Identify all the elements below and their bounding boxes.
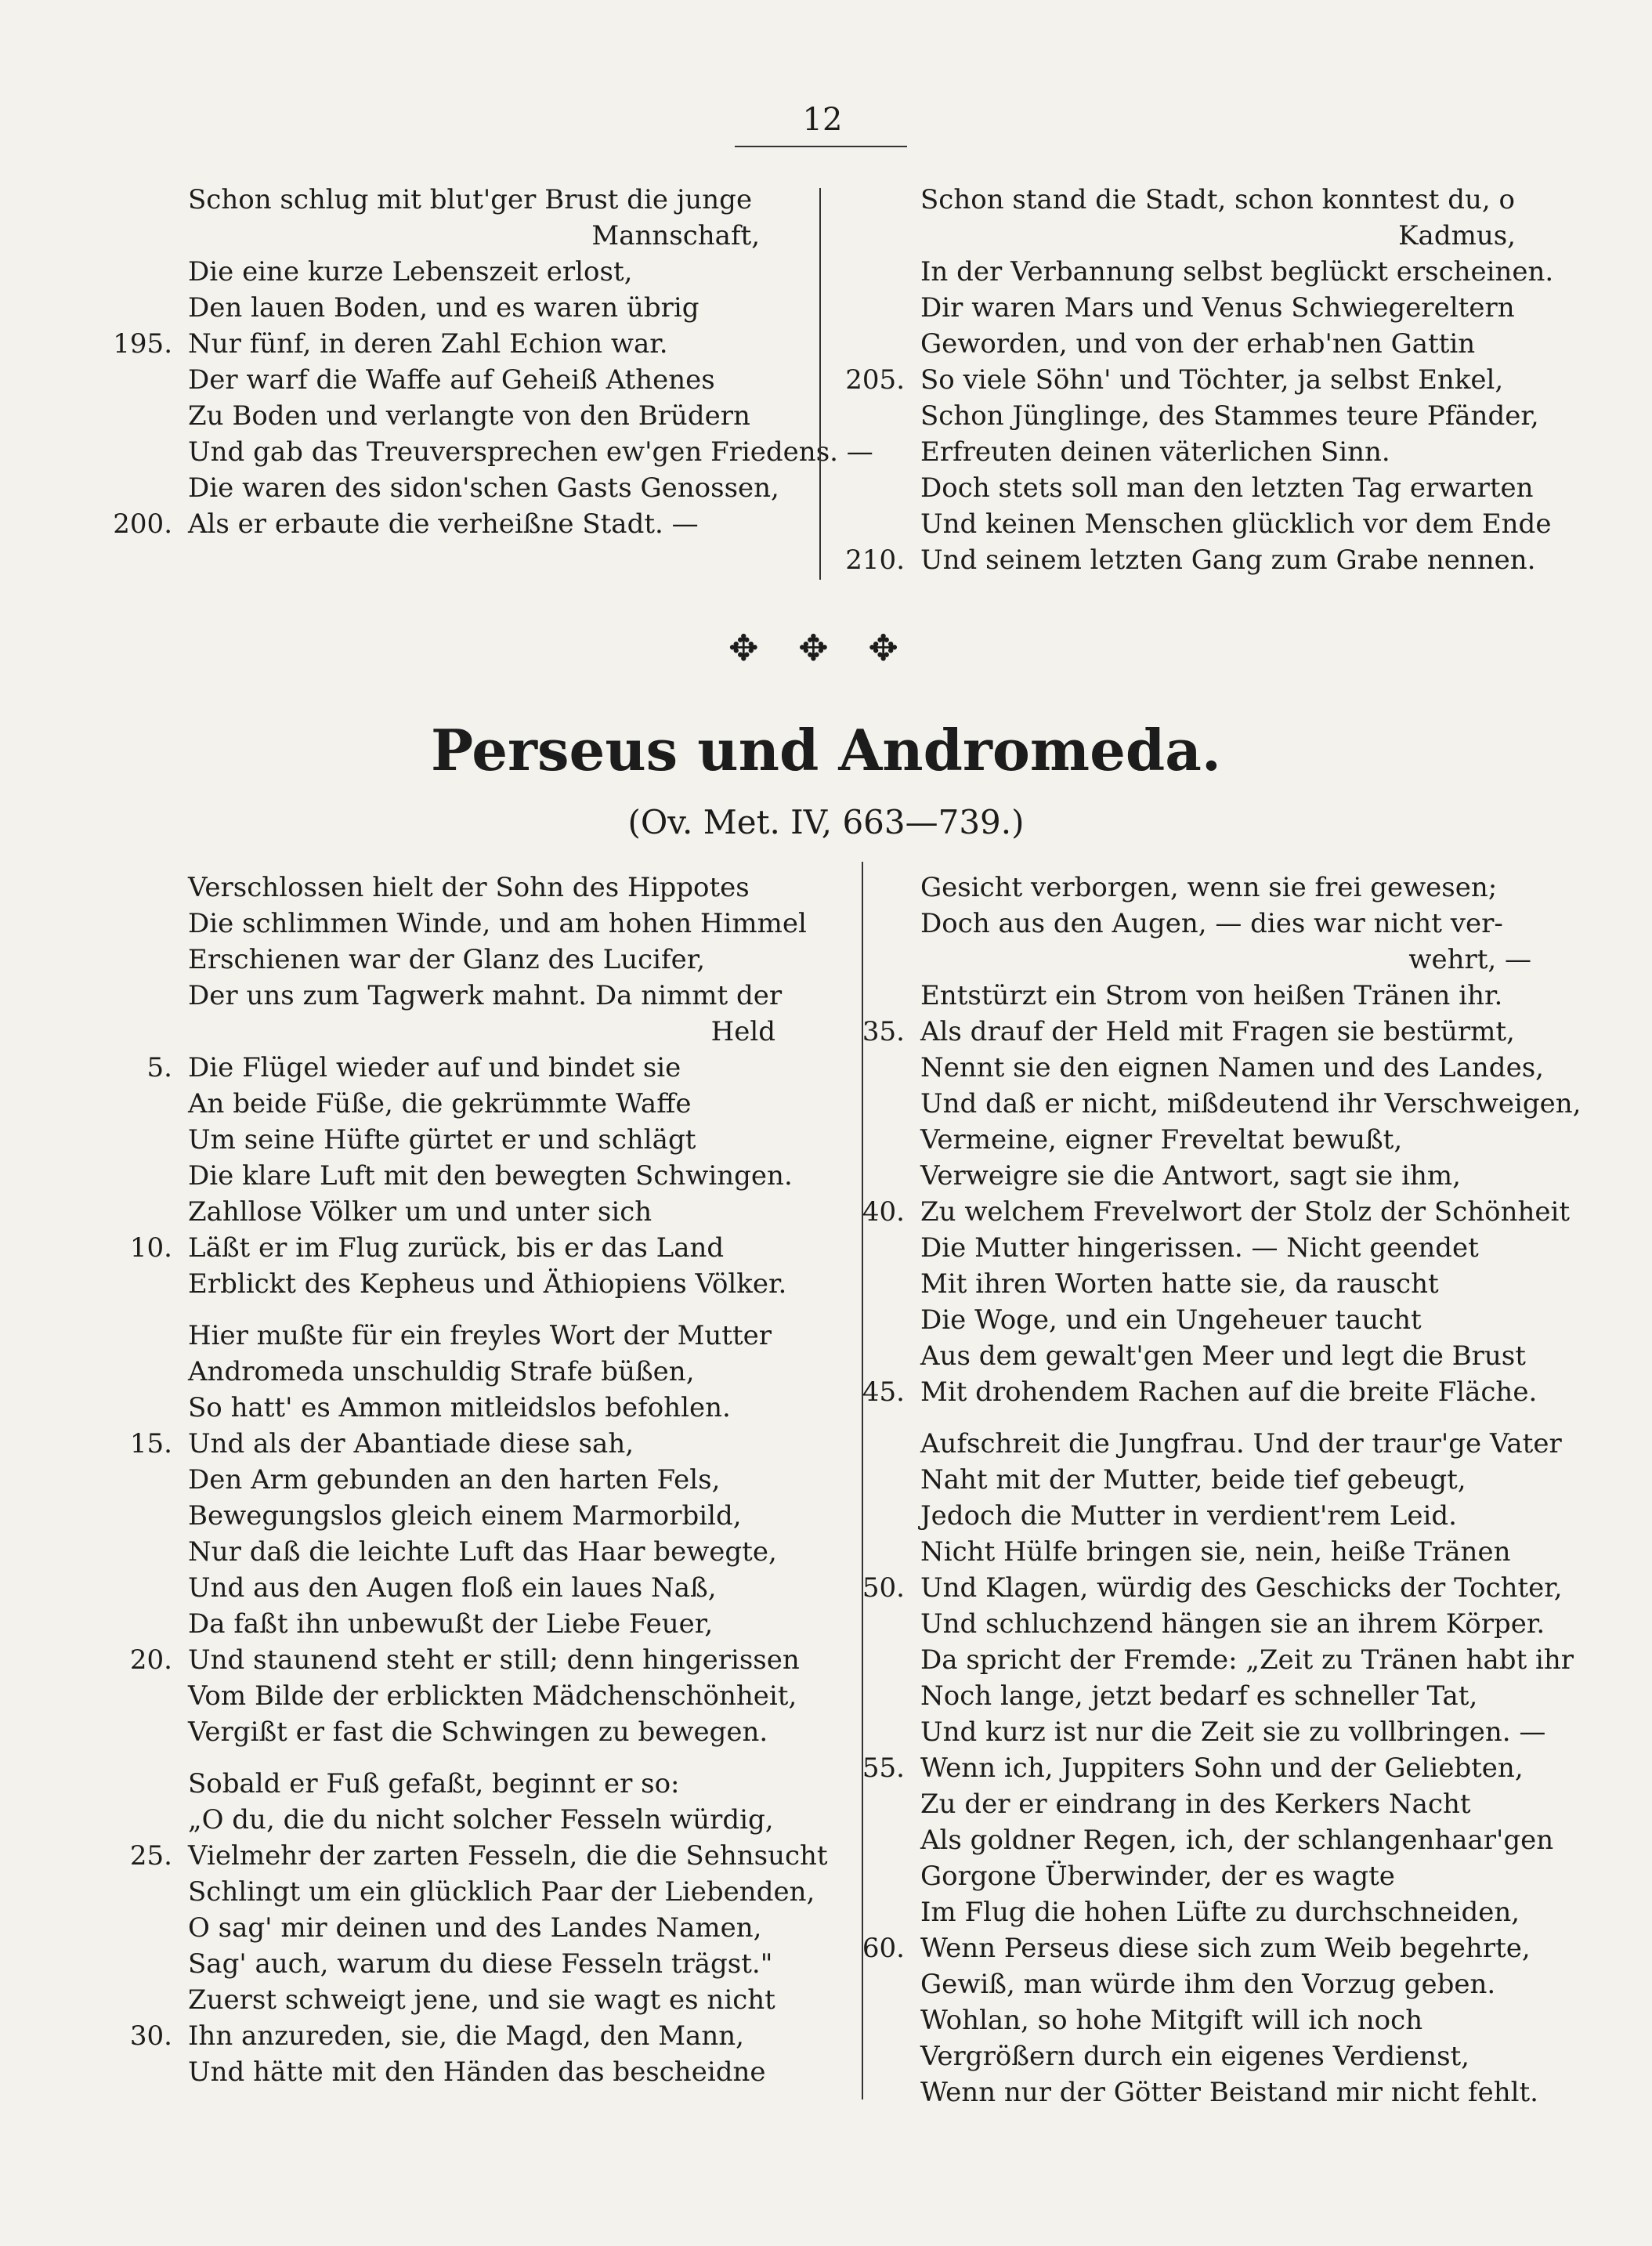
verse-line xyxy=(842,1302,1531,1338)
verse-text: Schon schlug mit blut'ger Brust die junge xyxy=(188,184,753,215)
verse-text: Und kurz ist nur die Zeit sie zu vollbringen. — xyxy=(920,1716,1546,1748)
verse-line xyxy=(842,1338,1531,1374)
verse-text: Erschienen war der Glanz des Lucifer, xyxy=(188,944,706,975)
verse-text: Nur fünf, in deren Zahl Echion war. xyxy=(188,328,668,360)
verse-line xyxy=(110,1982,775,2018)
verse-line xyxy=(110,1462,775,1498)
verse-text: Die Woge, und ein Ungeheuer taucht xyxy=(920,1304,1422,1336)
verse-text: Als er erbaute die verheißne Stadt. — xyxy=(188,508,699,540)
verse-line xyxy=(842,2002,1531,2038)
verse-text: Und gab das Treuversprechen ew'gen Friedens. — xyxy=(188,436,873,468)
verse-line xyxy=(842,1714,1546,1750)
verse-text: Der warf die Waffe auf Geheiß Athenes xyxy=(188,364,715,396)
verse-line xyxy=(842,362,1516,398)
line-number: 55. xyxy=(862,1752,905,1784)
line-number: 20. xyxy=(129,1644,172,1676)
verse-text: Held xyxy=(710,1016,775,1047)
verse-line xyxy=(842,1930,1531,1966)
verse-text: Jedoch die Mutter in verdient'rem Leid. xyxy=(920,1500,1457,1532)
verse-line xyxy=(110,1946,775,1982)
verse-line xyxy=(110,906,807,942)
column-top-left xyxy=(110,182,873,542)
column-divider-top xyxy=(819,188,821,580)
line-number: 30. xyxy=(129,2020,172,2052)
verse-text: Die eine kurze Lebenszeit erlost, xyxy=(188,256,633,288)
verse-text: Den Arm gebunden an den harten Fels, xyxy=(188,1464,721,1496)
verse-text: Zu welchem Frevelwort der Stolz der Schönheit xyxy=(920,1196,1571,1228)
verse-text: Und daß er nicht, mißdeutend ihr Verschweigen, xyxy=(920,1088,1582,1119)
verse-line xyxy=(842,254,1554,290)
verse-text: Und aus den Augen floß ein laues Naß, xyxy=(188,1572,717,1604)
verse-line xyxy=(110,942,775,978)
verse-text: Gesicht verborgen, wenn sie frei gewesen; xyxy=(920,872,1498,903)
verse-text: An beide Füße, die gekrümmte Waffe xyxy=(188,1088,692,1119)
verse-text: Wohlan, so hohe Mitgift will ich noch xyxy=(920,2005,1423,2036)
verse-line xyxy=(110,1086,775,1122)
verse-text: Vergißt er fast die Schwingen zu bewegen. xyxy=(188,1716,768,1748)
verse-line xyxy=(842,1570,1563,1606)
verse-text: Doch stets soll man den letzten Tag erwarten xyxy=(920,472,1534,504)
verse-text: Zahllose Völker um und unter sich xyxy=(188,1196,652,1228)
verse-text: Der uns zum Tagwerk mahnt. Da nimmt der xyxy=(188,980,783,1011)
verse-text: Die Mutter hingerissen. — Nicht geendet xyxy=(920,1232,1479,1264)
verse-text: Vom Bilde der erblickten Mädchenschönheit, xyxy=(188,1680,797,1712)
verse-line xyxy=(842,942,1531,978)
verse-line xyxy=(842,398,1539,434)
line-number: 210. xyxy=(845,544,905,576)
verse-line xyxy=(842,1374,1538,1410)
verse-text: So viele Söhn' und Töchter, ja selbst Enkel, xyxy=(920,364,1504,396)
verse-text: Verschlossen hielt der Sohn des Hippotes xyxy=(188,872,750,903)
verse-text: wehrt, — xyxy=(1408,944,1531,975)
verse-line xyxy=(110,506,760,542)
verse-line xyxy=(110,1766,775,1802)
verse-text: Und keinen Menschen glücklich vor dem Ende xyxy=(920,508,1552,540)
line-number: 60. xyxy=(862,1933,905,1964)
verse-line xyxy=(842,978,1531,1014)
stanza-gap xyxy=(110,1302,775,1318)
verse-line xyxy=(110,2054,775,2090)
verse-line xyxy=(842,1158,1531,1194)
verse-text: Den lauen Boden, und es waren übrig xyxy=(188,292,699,324)
verse-text: Mannschaft, xyxy=(591,220,760,251)
verse-text: Noch lange, jetzt bedarf es schneller Tat, xyxy=(920,1680,1478,1712)
verse-line xyxy=(110,326,760,362)
verse-text: Erblickt des Kepheus und Äthiopiens Völker. xyxy=(188,1268,787,1300)
line-number: 25. xyxy=(129,1840,172,1872)
verse-text: In der Verbannung selbst beglückt erscheinen. xyxy=(920,256,1554,288)
verse-line xyxy=(842,470,1534,506)
verse-text: So hatt' es Ammon mitleidslos befohlen. xyxy=(188,1392,731,1423)
verse-line xyxy=(110,1354,775,1390)
verse-line xyxy=(110,1122,775,1158)
verse-line xyxy=(842,1750,1531,1786)
verse-text: Und als der Abantiade diese sah, xyxy=(188,1428,634,1459)
verse-line xyxy=(110,1050,775,1086)
verse-text: Und seinem letzten Gang zum Grabe nennen. xyxy=(920,544,1536,576)
column-bottom-right xyxy=(842,870,1582,2110)
verse-text: Mit drohendem Rachen auf die breite Fläche. xyxy=(920,1376,1538,1408)
verse-line xyxy=(110,1426,775,1462)
verse-line xyxy=(842,1858,1531,1894)
column-bottom-left xyxy=(110,870,828,2090)
verse-line xyxy=(842,1086,1582,1122)
verse-text: Verweigre sie die Antwort, sagt sie ihm, xyxy=(920,1160,1461,1192)
verse-line xyxy=(842,1194,1571,1230)
verse-line xyxy=(842,1678,1531,1714)
verse-text: Und schluchzend hängen sie an ihrem Körper. xyxy=(920,1608,1545,1640)
verse-line xyxy=(110,870,775,906)
verse-line xyxy=(842,1966,1531,2002)
verse-text: Hier mußte für ein freyles Wort der Mutter xyxy=(188,1320,772,1351)
poem-title: Perseus und Andromeda. xyxy=(431,717,1221,783)
verse-line xyxy=(110,1606,775,1642)
verse-text: Bewegungslos gleich einem Marmorbild, xyxy=(188,1500,742,1532)
page-number: 12 xyxy=(802,102,843,138)
verse-text: Vergrößern durch ein eigenes Verdienst, xyxy=(920,2041,1469,2072)
verse-text: Um seine Hüfte gürtet er und schlägt xyxy=(188,1124,696,1156)
column-top-right xyxy=(842,182,1554,578)
verse-line xyxy=(842,1498,1531,1534)
verse-line xyxy=(842,1786,1531,1822)
verse-line xyxy=(110,978,783,1014)
verse-line xyxy=(110,1014,775,1050)
verse-line xyxy=(110,1158,793,1194)
verse-line xyxy=(842,1894,1531,1930)
line-number: 5. xyxy=(146,1052,172,1083)
verse-text: Und hätte mit den Händen das bescheidne xyxy=(188,2056,766,2088)
verse-text: Die klare Luft mit den bewegten Schwingen. xyxy=(188,1160,793,1192)
verse-text: Da spricht der Fremde: „Zeit zu Tränen habt ihr xyxy=(920,1644,1574,1676)
verse-text: Naht mit der Mutter, beide tief gebeugt, xyxy=(920,1464,1466,1496)
verse-text: Nennt sie den eignen Namen und des Landes, xyxy=(920,1052,1544,1083)
verse-line xyxy=(842,1014,1531,1050)
verse-text: Läßt er im Flug zurück, bis er das Land xyxy=(188,1232,725,1264)
verse-line xyxy=(842,870,1531,906)
verse-line xyxy=(110,1838,828,1874)
verse-line xyxy=(110,1318,775,1354)
verse-line xyxy=(110,1498,775,1534)
verse-line xyxy=(842,326,1516,362)
line-number: 50. xyxy=(862,1572,905,1604)
line-number: 15. xyxy=(129,1428,172,1459)
verse-text: Kadmus, xyxy=(1398,220,1516,251)
verse-text: „O du, die du nicht solcher Fesseln würdig, xyxy=(188,1804,774,1835)
verse-line xyxy=(110,1266,787,1302)
verse-line xyxy=(842,290,1516,326)
verse-text: Vermeine, eigner Freveltat bewußt, xyxy=(920,1124,1403,1156)
verse-text: Wenn ich, Juppiters Sohn und der Geliebten, xyxy=(920,1752,1524,1784)
verse-text: Gorgone Überwinder, der es wagte xyxy=(920,1861,1395,1892)
line-number: 195. xyxy=(113,328,172,360)
verse-text: Zuerst schweigt jene, und sie wagt es nicht xyxy=(188,1984,775,2016)
verse-text: Sag' auch, warum du diese Fesseln trägst." xyxy=(188,1948,773,1980)
verse-line xyxy=(110,470,779,506)
verse-text: Nur daß die leichte Luft das Haar bewegte, xyxy=(188,1536,777,1568)
line-number: 35. xyxy=(862,1016,905,1047)
verse-text: Ihn anzureden, sie, die Magd, den Mann, xyxy=(188,2020,744,2052)
verse-line xyxy=(110,1570,775,1606)
verse-line xyxy=(110,218,760,254)
verse-line xyxy=(110,1678,797,1714)
verse-line xyxy=(842,906,1531,942)
verse-line xyxy=(110,1534,775,1570)
line-number: 205. xyxy=(845,364,905,396)
verse-line xyxy=(842,1266,1531,1302)
verse-text: Dir waren Mars und Venus Schwiegereltern xyxy=(920,292,1515,324)
verse-line xyxy=(110,1714,775,1750)
verse-text: Da faßt ihn unbewußt der Liebe Feuer, xyxy=(188,1608,714,1640)
verse-line xyxy=(842,434,1516,470)
verse-text: Die Flügel wieder auf und bindet sie xyxy=(188,1052,681,1083)
verse-text: Schlingt um ein glücklich Paar der Liebenden, xyxy=(188,1876,815,1908)
line-number: 200. xyxy=(113,508,172,540)
verse-line xyxy=(110,1194,775,1230)
verse-line xyxy=(842,1050,1544,1086)
verse-text: Wenn nur der Götter Beistand mir nicht fehlt. xyxy=(920,2077,1538,2108)
line-number: 45. xyxy=(862,1376,905,1408)
verse-text: Zu der er eindrang in des Kerkers Nacht xyxy=(920,1788,1471,1820)
verse-line xyxy=(110,290,760,326)
verse-text: Entstürzt ein Strom von heißen Tränen ihr. xyxy=(920,980,1503,1011)
poem-source: (Ov. Met. IV, 663—739.) xyxy=(627,803,1025,841)
verse-text: Aus dem gewalt'gen Meer und legt die Brust xyxy=(920,1340,1526,1372)
verse-line xyxy=(842,506,1552,542)
verse-text: Schon Jünglinge, des Stammes teure Pfänder, xyxy=(920,400,1539,432)
verse-line xyxy=(110,1802,775,1838)
verse-line xyxy=(110,1910,775,1946)
verse-line xyxy=(842,1534,1531,1570)
verse-text: Die waren des sidon'schen Gasts Genossen, xyxy=(188,472,779,504)
verse-line xyxy=(842,2074,1538,2110)
verse-line xyxy=(110,362,760,398)
stanza-gap xyxy=(110,1750,775,1766)
verse-text: Aufschreit die Jungfrau. Und der traur'ge Vater xyxy=(920,1428,1562,1459)
verse-text: Doch aus den Augen, — dies war nicht ver- xyxy=(920,908,1503,939)
verse-text: Andromeda unschuldig Strafe büßen, xyxy=(188,1356,695,1387)
verse-line xyxy=(110,1390,775,1426)
verse-text: Als drauf der Held mit Fragen sie bestürmt, xyxy=(920,1016,1515,1047)
verse-line xyxy=(110,254,760,290)
verse-line xyxy=(110,1230,775,1266)
verse-line xyxy=(842,1822,1554,1858)
line-number: 10. xyxy=(129,1232,172,1264)
verse-line xyxy=(110,2018,775,2054)
verse-text: Und staunend steht er still; denn hingerissen xyxy=(188,1644,800,1676)
verse-text: Als goldner Regen, ich, der schlangenhaar'gen xyxy=(920,1825,1554,1856)
verse-line xyxy=(842,1230,1531,1266)
verse-line xyxy=(110,434,873,470)
verse-text: Gewiß, man würde ihm den Vorzug geben. xyxy=(920,1969,1496,2000)
verse-line xyxy=(110,1642,800,1678)
verse-text: Erfreuten deinen väterlichen Sinn. xyxy=(920,436,1390,468)
verse-text: Vielmehr der zarten Fesseln, die die Sehnsucht xyxy=(188,1840,828,1872)
section-ornament: ✥ ✥ ✥ xyxy=(728,627,913,669)
verse-text: Geworden, und von der erhab'nen Gattin xyxy=(920,328,1476,360)
verse-line xyxy=(110,1874,815,1910)
line-number: 40. xyxy=(862,1196,905,1228)
verse-line xyxy=(842,1642,1574,1678)
verse-text: O sag' mir deinen und des Landes Namen, xyxy=(188,1912,762,1944)
verse-line xyxy=(842,1606,1545,1642)
verse-line xyxy=(842,1122,1531,1158)
verse-text: Im Flug die hohen Lüfte zu durchschneiden, xyxy=(920,1897,1520,1928)
verse-text: Sobald er Fuß gefaßt, beginnt er so: xyxy=(188,1768,680,1799)
verse-line xyxy=(842,218,1516,254)
verse-line xyxy=(842,542,1536,578)
verse-line xyxy=(842,2038,1531,2074)
verse-line xyxy=(842,1462,1531,1498)
verse-line xyxy=(842,1426,1562,1462)
verse-text: Nicht Hülfe bringen sie, nein, heiße Tränen xyxy=(920,1536,1511,1568)
verse-text: Mit ihren Worten hatte sie, da rauscht xyxy=(920,1268,1439,1300)
verse-text: Schon stand die Stadt, schon konntest du, o xyxy=(920,184,1515,215)
verse-line xyxy=(110,398,760,434)
page-number-rule xyxy=(735,146,907,147)
verse-line xyxy=(110,182,760,218)
verse-text: Und Klagen, würdig des Geschicks der Tochter, xyxy=(920,1572,1563,1604)
verse-text: Zu Boden und verlangte von den Brüdern xyxy=(188,400,750,432)
verse-text: Die schlimmen Winde, und am hohen Himmel xyxy=(188,908,807,939)
verse-line xyxy=(842,182,1516,218)
verse-text: Wenn Perseus diese sich zum Weib begehrte, xyxy=(920,1933,1531,1964)
stanza-gap xyxy=(842,1410,1531,1426)
